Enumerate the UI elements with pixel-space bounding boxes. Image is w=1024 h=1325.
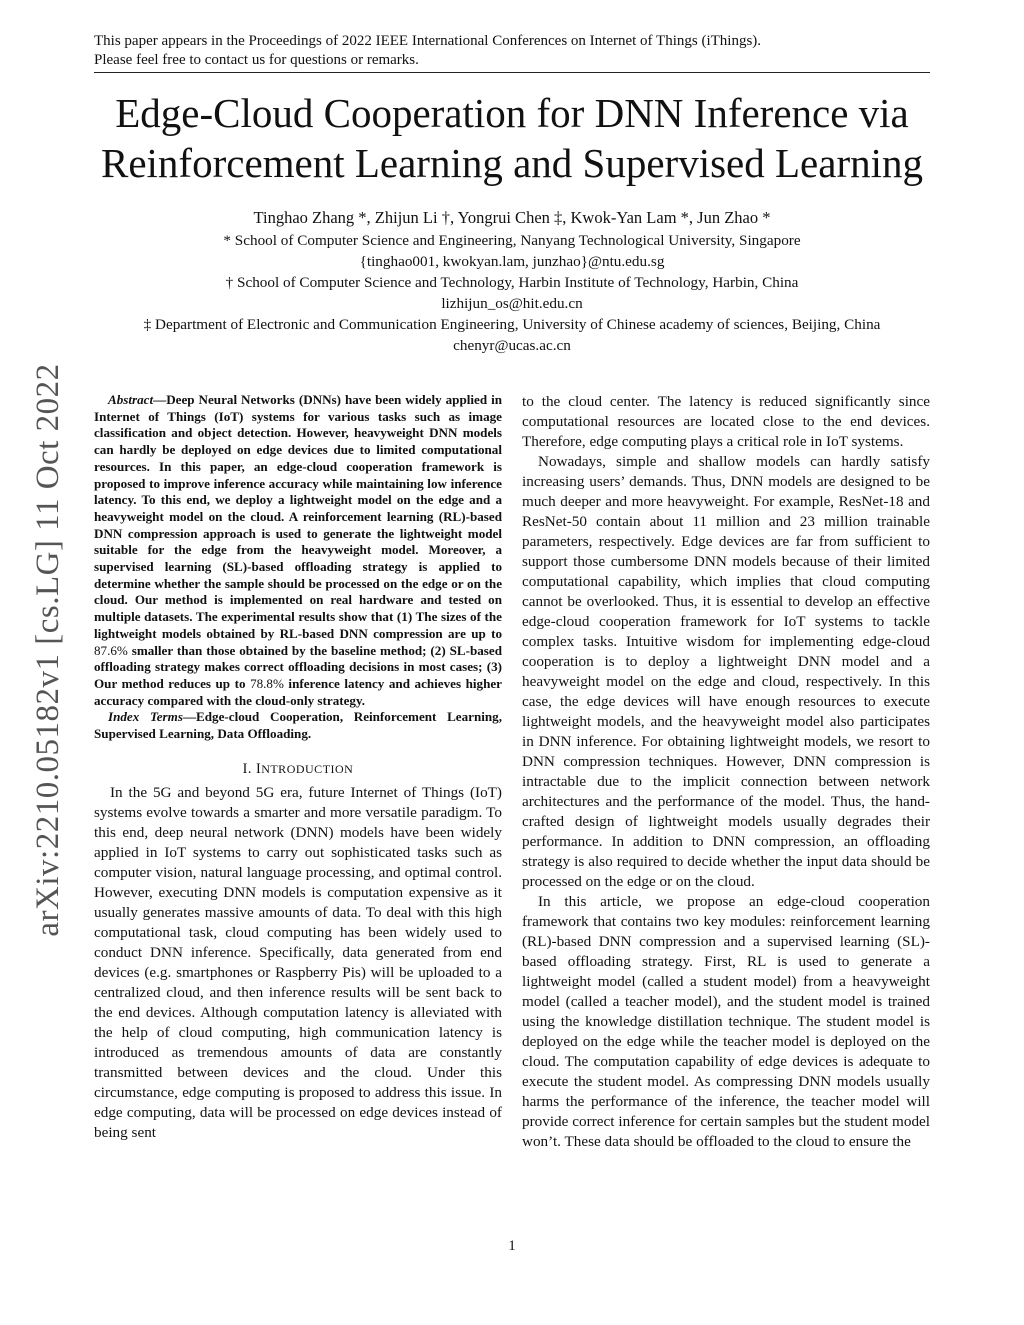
page-number: 1 [508,1238,516,1254]
abstract-label: Abstract [108,392,154,407]
intro-paragraph-1-continued: to the cloud center. The latency is reduced significantly since computational resources are located close to the end devices. Therefore, edge computing plays a critical role in IoT systems. [522,393,930,450]
author-list: Tinghao Zhang *, Zhijun Li †, Yongrui Chen ‡, Kwok-Yan Lam *, Jun Zhao * [253,208,771,227]
affiliation-1-email: {tinghao001, kwokyan.lam, junzhao}@ntu.edu.sg [359,253,665,270]
abstract-text-2: smaller than those obtained by the baseline method; (2) SL-based offloading strategy makes correct offloading decisions in most cases; (3) Our method reduces up to [94,642,502,691]
right-column [522,392,930,1152]
index-terms-label: Index Terms [108,709,183,725]
affiliation-2: † School of Computer Science and Technology, Harbin Institute of Technology, Harbin, China [225,274,799,291]
abstract-value-1: 87.6% [94,642,128,658]
section-number: I. [242,760,252,777]
title-line-1: Edge-Cloud Cooperation for DNN Inference via [115,90,909,136]
intro-paragraph-2: Nowadays, simple and shallow models can hardly satisfy increasing users’ demands. Thus, DNN models are designed to be much deeper and more heavyweight. For example, ResNet-18 and ResNet-50 contain about 11 million and 23 million trainable parameters, respectively. Edge devices are far from sufficient to support those cumbersome DNN models because of their limited computational capability, which implies that cloud computing cannot be overlooked. Thus, it is essential to develop an effective edge-cloud cooperation framework for IoT systems to tackle complex tasks. Intuitive wisdom for implementing edge-cloud cooperation is to deploy a lightweight DNN model and a heavyweight model on the edge and cloud, respectively. In this case, the edge devices will have enough resources to execute lightweight models, and the heavyweight model also participates in DNN inference. For obtaining lightweight models, we resort to DNN compression techniques. However, DNN compression is intractable due to the implicit connection between network architectures and the performance of the model. Thus, the hand-crafted design of lightweight models usually degrades their performance. In addition to DNN compression, an offloading strategy is also required to decide whether the input data should be processed on the edge or on the cloud. [522,453,930,890]
left-column [94,392,502,1143]
intro-paragraph-1: In the 5G and beyond 5G era, future Internet of Things (IoT) systems evolve towards a smarter and more versatile paradigm. To this end, deep neural network (DNN) models have been widely applied in IoT systems to carry out sophisticated tasks such as computer vision, natural language processing, and optimal control. However, executing DNN models is computation expensive as it usually generates massive amounts of data. To deal with this high computational task, cloud computing has been widely used to conduct DNN inference. Specifically, data generated from end devices (e.g. smartphones or Raspberry Pis) will be uploaded to a centralized cloud, and then inference results will be sent back to the end devices. Although computation latency is alleviated with the help of cloud computing, high communication latency is introduced as tremendous amounts of data are constantly transmitted between devices and the cloud. Under this circumstance, edge computing is proposed to address this issue. In edge computing, data will be processed on edge devices instead of being sent [94,783,502,1141]
abstract [94,392,502,709]
affiliation-2-email: lizhijun_os@hit.edu.cn [441,295,583,312]
title-line-2: Reinforcement Learning and Supervised Learning [101,140,923,186]
index-terms [94,709,502,742]
section-heading-introduction [94,761,502,778]
header-rule [94,72,930,73]
intro-paragraph-3: In this article, we propose an edge-cloud cooperation framework that contains two key modules: reinforcement learning (RL)-based DNN compression and a supervised learning (SL)-based offloading strategy. First, RL is used to generate a lightweight model (called a student model) from a heavyweight model (called a teacher model), and the student model is trained using the knowledge distillation technique. The student model is deployed on the edge while the teacher model is deployed on the cloud. The computation capability of edge devices is adequate to execute the student model. As compressing DNN models usually harms the performance of the inference, the teacher model will provide correct inference for certain samples but the student model won’t. These data should be offloaded to the cloud to ensure the [522,893,930,1150]
paper-title [60,88,964,188]
arxiv-stamp: arXiv:2210.05182v1 [cs.LG] 11 Oct 2022 [30,363,66,937]
index-terms-text: —Edge-cloud Cooperation, Reinforcement Learning, Supervised Learning, Data Offloading. [94,709,502,742]
abstract-value-2: 78.8% [250,675,284,691]
abstract-text-3: inference latency and achieves higher accuracy compared with the cloud-only strategy. [94,675,502,708]
affiliations [60,230,964,356]
notice-line-1: This paper appears in the Proceedings of 2022 IEEE International Conferences on Internet of Things (iThings). [94,33,762,49]
notice-line-2: Please feel free to contact us for questions or remarks. [94,52,419,68]
affiliation-3: ‡ Department of Electronic and Communication Engineering, University of Chinese academy of sciences, Beijing, China [143,316,881,333]
section-title-initial: I [255,760,262,777]
section-title-rest: NTRODUCTION [261,761,354,776]
affiliation-3-email: chenyr@ucas.ac.cn [453,337,571,354]
proceedings-notice [94,32,930,70]
abstract-text-1: —Deep Neural Networks (DNNs) have been widely applied in Internet of Things (IoT) systems for various tasks such as image classification and object detection. However, heavyweight DNN models can hardly be deployed on edge devices due to limited computational resources. In this paper, an edge-cloud cooperation framework is proposed to improve inference accuracy while maintaining low inference latency. To this end, we deploy a lightweight model on the edge and a heavyweight model on the cloud. A reinforcement learning (RL)-based DNN compression approach is used to generate the lightweight model suitable for the edge from the heavyweight model. Moreover, a supervised learning (SL)-based offloading strategy is applied to determine whether the sample should be processed on the edge or on the cloud. Our method is implemented on real hardware and tested on multiple datasets. The experimental results show that (1) The sizes of the lightweight models obtained by RL-based DNN compression are up to [94,392,502,641]
affiliation-1: * School of Computer Science and Engineering, Nanyang Technological University, Singapore [223,232,801,249]
